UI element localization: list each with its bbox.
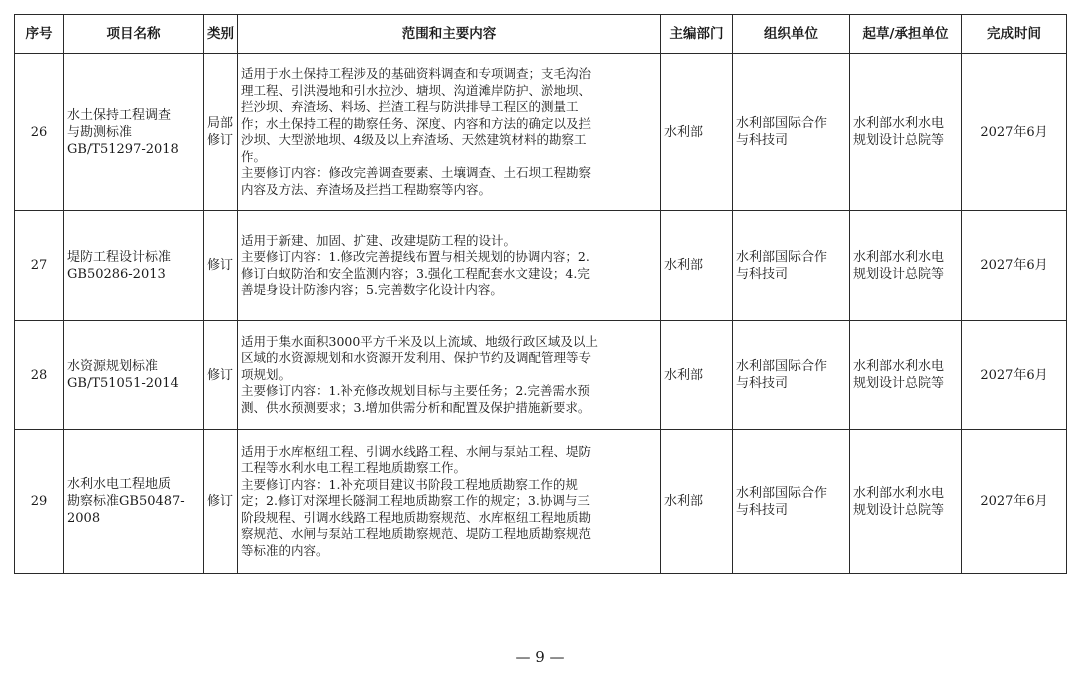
drafter-line: 规划设计总院等 [853, 266, 945, 282]
header-lead-dept: 主编部门 [661, 15, 733, 54]
org-unit-line: 水利部国际合作 [736, 249, 828, 265]
scope-line: 沙坝、大型淤地坝、4级及以上弃渣场、天然建筑材料的勘察工 [241, 132, 587, 147]
row-completion-date: 2027年6月 [962, 54, 1067, 211]
project-name-line: 水资源规划标准 [67, 359, 159, 374]
table-row [15, 211, 1067, 321]
drafter-line: 水利部水利水电 [853, 249, 945, 265]
row-org-unit [733, 211, 850, 321]
org-unit-line: 与科技司 [736, 502, 789, 518]
row-lead-dept: 水利部 [661, 430, 733, 574]
row-project-name [64, 430, 204, 574]
scope-line: 测、供水预测要求；3.增加供需分析和配置及保护措施新要求。 [241, 399, 591, 415]
scope-line: 作。 [241, 148, 267, 164]
org-unit-line: 水利部国际合作 [736, 116, 828, 131]
drafter-line: 规划设计总院等 [853, 376, 945, 391]
scope-line: 作；水土保持工程的勘察任务、深度、内容和方法的确定以及拦 [241, 115, 592, 131]
table-row [15, 321, 1067, 430]
row-drafter [850, 54, 962, 211]
category-line: 修订 [207, 258, 234, 273]
project-name-line: GB50286-2013 [67, 266, 166, 282]
row-lead-dept: 水利部 [661, 54, 733, 211]
org-unit-line: 与科技司 [736, 376, 789, 391]
scope-line: 内容及方法、弃渣场及拦挡工程勘察等内容。 [241, 181, 492, 197]
org-unit-line: 与科技司 [736, 266, 789, 282]
scope-line: 适用于新建、加固、扩建、改建堤防工程的设计。 [241, 232, 517, 248]
scope-line: 主要修订内容：修改完善调查要素、土壤调查、土石坝工程勘察 [241, 165, 592, 180]
scope-line: 善堤身设计防渗内容；5.完善数字化设计内容。 [241, 282, 503, 297]
row-category [204, 54, 238, 211]
row-org-unit [733, 54, 850, 211]
header-org-unit: 组织单位 [733, 15, 850, 54]
standards-table [14, 14, 1067, 574]
row-project-name [64, 211, 204, 321]
project-name-line: GB/T51051-2014 [67, 376, 179, 391]
category-line: 修订 [207, 494, 234, 509]
drafter-line: 规划设计总院等 [853, 502, 945, 518]
row-no: 29 [15, 430, 64, 574]
scope-line: 适用于水库枢纽工程、引调水线路工程、水闸与泵站工程、堤防 [241, 443, 592, 459]
header-no: 序号 [15, 15, 64, 54]
page-number: — 9 — [515, 648, 565, 666]
row-no: 27 [15, 211, 64, 321]
org-unit-line: 与科技司 [736, 133, 789, 148]
row-scope [238, 321, 661, 430]
row-category [204, 211, 238, 321]
header-project-name: 项目名称 [64, 15, 204, 54]
row-completion-date: 2027年6月 [962, 321, 1067, 430]
row-org-unit [733, 321, 850, 430]
row-no: 26 [15, 54, 64, 211]
category-line: 修订 [207, 367, 234, 383]
row-scope [238, 211, 661, 321]
scope-line: 工程等水利水电工程工程地质勘察工作。 [241, 460, 467, 476]
scope-line: 阶段规程、引调水线路工程地质勘察规范、水库枢纽工程地质勘 [241, 509, 592, 525]
org-unit-line: 水利部国际合作 [736, 485, 828, 501]
row-completion-date: 2027年6月 [962, 211, 1067, 321]
row-drafter [850, 430, 962, 574]
header-completion-date: 完成时间 [962, 15, 1067, 54]
row-scope [238, 430, 661, 574]
table-row [15, 54, 1067, 211]
scope-line: 适用于水土保持工程涉及的基础资料调查和专项调查；支毛沟治 [241, 66, 592, 81]
table-row [15, 430, 1067, 574]
row-project-name [64, 321, 204, 430]
scope-line: 适用于集水面积3000平方千米及以上流域、地级行政区域及以上 [241, 333, 598, 349]
category-line: 修订 [207, 133, 234, 148]
header-drafter: 起草/承担单位 [850, 15, 962, 54]
project-name-line: 勘察标准GB50487- [67, 494, 185, 509]
scope-line: 项规划。 [241, 366, 292, 382]
header-category: 类别 [204, 15, 238, 54]
project-name-line: 2008 [67, 511, 101, 526]
scope-line: 主要修订内容：1.补充项目建议书阶段工程地质勘察工作的规 [241, 476, 578, 492]
row-drafter [850, 321, 962, 430]
category-line: 局部 [207, 116, 234, 131]
row-lead-dept: 水利部 [661, 321, 733, 430]
scope-line: 修订白蚁防治和安全监测内容；3.强化工程配套水文建设；4.完 [241, 265, 590, 281]
drafter-line: 水利部水利水电 [853, 485, 945, 501]
drafter-line: 规划设计总院等 [853, 133, 945, 148]
scope-line: 主要修订内容：1.补充修改规划目标与主要任务；2.完善需水预 [241, 383, 590, 399]
scope-line: 拦沙坝、弃渣场、料场、拦渣工程与防洪排导工程区的测量工 [241, 99, 579, 114]
scope-line: 理工程、引洪漫地和引水拉沙、塘坝、沟道滩岸防护、淤地坝、 [241, 82, 592, 98]
header-scope: 范围和主要内容 [238, 15, 661, 54]
project-name-line: 水利水电工程地质 [67, 477, 172, 492]
scope-line: 察规范、水闸与泵站工程地质勘察规范、堤防工程地质勘察规范 [241, 526, 592, 542]
org-unit-line: 水利部国际合作 [736, 359, 828, 374]
project-name-line: 与勘测标准 [67, 124, 133, 140]
scope-line: 等标准的内容。 [241, 542, 329, 558]
drafter-line: 水利部水利水电 [853, 116, 945, 131]
project-name-line: 水土保持工程调查 [67, 107, 172, 123]
row-completion-date: 2027年6月 [962, 430, 1067, 574]
standards-table-sheet [14, 14, 1066, 574]
drafter-line: 水利部水利水电 [853, 359, 945, 374]
table-header-row [15, 15, 1067, 54]
row-scope [238, 54, 661, 211]
row-lead-dept: 水利部 [661, 211, 733, 321]
scope-line: 主要修订内容：1.修改完善提线布置与相关规划的协调内容；2. [241, 249, 590, 264]
row-drafter [850, 211, 962, 321]
row-category [204, 321, 238, 430]
project-name-line: 堤防工程设计标准 [67, 249, 172, 265]
row-project-name [64, 54, 204, 211]
row-no: 28 [15, 321, 64, 430]
scope-line: 区域的水资源规划和水资源开发利用、保护节约及调配管理等专 [241, 350, 592, 366]
row-category [204, 430, 238, 574]
scope-line: 定；2.修订对深埋长隧洞工程地质勘察工作的规定；3.协调与三 [241, 493, 590, 509]
project-name-line: GB/T51297-2018 [67, 141, 179, 157]
row-org-unit [733, 430, 850, 574]
